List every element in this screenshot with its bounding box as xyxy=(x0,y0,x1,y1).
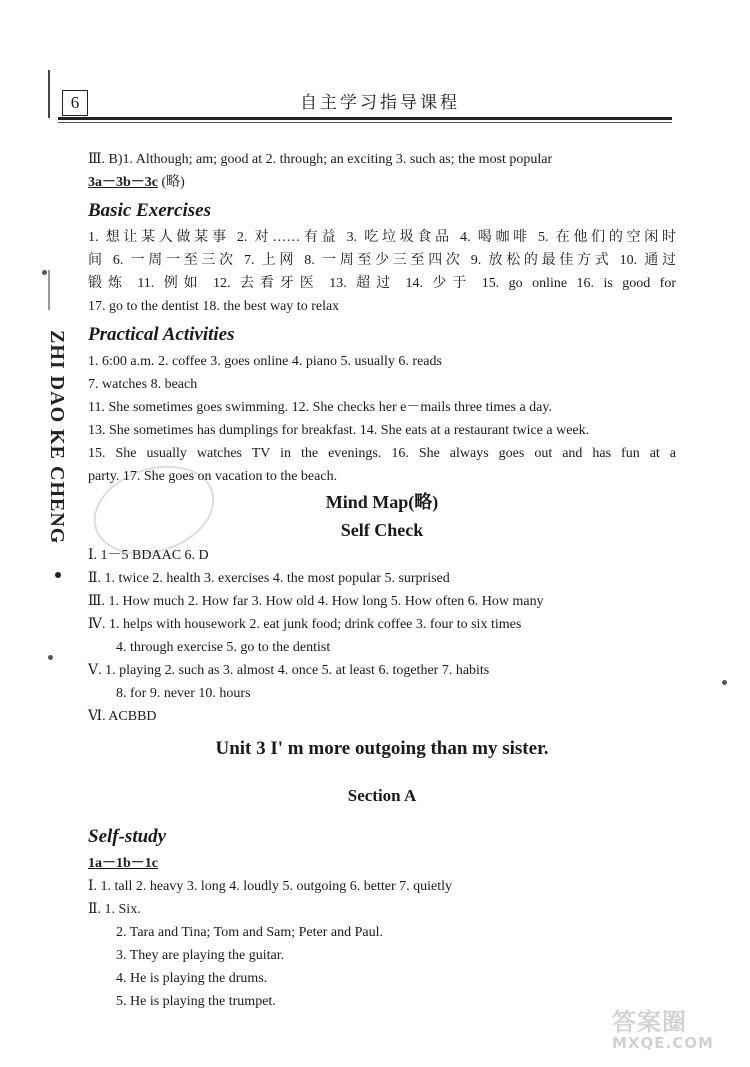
section-a-heading: Section A xyxy=(347,786,417,805)
margin-line-mid xyxy=(48,270,50,310)
side-vertical-text: ZHI DAO KE CHENG xyxy=(46,330,68,545)
scan-mark xyxy=(42,270,47,275)
answer-content xyxy=(88,148,676,1013)
unit-title: Unit 3 I' m more outgoing than my sister. xyxy=(215,738,549,759)
scan-mark xyxy=(722,680,727,685)
answer-line: 17. go to the dentist 18. the best way to relax xyxy=(88,299,340,314)
answer-line: Ⅲ. B)1. Although; am; good at 2. through; an exciting 3. such as; the most popular xyxy=(88,152,553,167)
page-header-title: 自主学习指导课程 xyxy=(300,93,460,113)
section-title-self-study: Self-study xyxy=(88,826,167,847)
header-rule-thin xyxy=(58,122,672,123)
exercise-note: (略) xyxy=(161,175,185,190)
answer-line: 间 6. 一周一至三次 7. 上网 8. 一周至少三至四次 9. 放松的最佳方式 10. 通过 xyxy=(88,253,676,268)
answer-line: Ⅱ. 1. Six. xyxy=(88,902,141,917)
section-title-basic-exercises: Basic Exercises xyxy=(88,200,211,221)
answer-line: Ⅰ. 1. tall 2. heavy 3. long 4. loudly 5. outgoing 6. better 7. quietly xyxy=(88,879,453,894)
exercise-code: 1a－1b－1c xyxy=(88,856,158,871)
exercise-code: 3a－3b－3c xyxy=(88,175,158,190)
answer-line: 4. He is playing the drums. xyxy=(116,971,268,986)
answer-line: 7. watches 8. beach xyxy=(88,377,198,392)
mind-map-heading: Mind Map(略) xyxy=(325,492,439,512)
answer-line: 13. She sometimes has dumplings for breakfast. 14. She eats at a restaurant twice a week. xyxy=(88,423,590,438)
self-check-heading: Self Check xyxy=(340,520,424,540)
answer-line: 5. He is playing the trumpet. xyxy=(116,994,276,1009)
answer-line: party. 17. She goes on vacation to the beach. xyxy=(88,469,338,484)
page-number: 6 xyxy=(62,90,88,116)
answer-line: 2. Tara and Tina; Tom and Sam; Peter and Paul. xyxy=(116,925,383,940)
answer-line: Ⅵ. ACBBD xyxy=(88,709,157,724)
margin-line-top xyxy=(48,70,50,118)
answer-line xyxy=(88,852,676,875)
answer-line: 4. through exercise 5. go to the dentist xyxy=(116,640,331,655)
answer-line: 11. She sometimes goes swimming. 12. She checks her e－mails three times a day. xyxy=(88,400,552,415)
answer-line: 1. 6:00 a.m. 2. coffee 3. goes online 4. piano 5. usually 6. reads xyxy=(88,354,442,369)
answer-line: 3. They are playing the guitar. xyxy=(116,948,285,963)
answer-line: Ⅲ. 1. How much 2. How far 3. How old 4. How long 5. How often 6. How many xyxy=(88,594,544,609)
watermark-logo: 答案圈 xyxy=(612,1008,687,1036)
answer-line: 1. 想让某人做某事 2. 对……有益 3. 吃垃圾食品 4. 喝咖啡 5. 在他们的空闲时 xyxy=(88,230,676,245)
answer-line: Ⅱ. 1. twice 2. health 3. exercises 4. the most popular 5. surprised xyxy=(88,571,450,586)
answer-line: Ⅳ. 1. helps with housework 2. eat junk food; drink coffee 3. four to six times xyxy=(88,617,522,632)
scan-mark xyxy=(48,655,53,660)
answer-line xyxy=(88,171,676,194)
answer-line: 8. for 9. never 10. hours xyxy=(116,686,251,701)
answer-line: Ⅴ. 1. playing 2. such as 3. almost 4. once 5. at least 6. together 7. habits xyxy=(88,663,490,678)
answer-line: Ⅰ. 1－5 BDAAC 6. D xyxy=(88,548,209,563)
section-title-practical-activities: Practical Activities xyxy=(88,324,235,345)
side-dot xyxy=(55,572,61,578)
watermark-url: MXQE.COM xyxy=(612,1034,714,1052)
answer-line: 15. She usually watches TV in the evenings. 16. She always goes out and has fun at a xyxy=(88,446,676,461)
answer-line: 锻炼 11. 例如 12. 去看牙医 13. 超过 14. 少于 15. go online 16. is good for xyxy=(88,276,676,291)
header-rule-thick xyxy=(58,117,672,120)
